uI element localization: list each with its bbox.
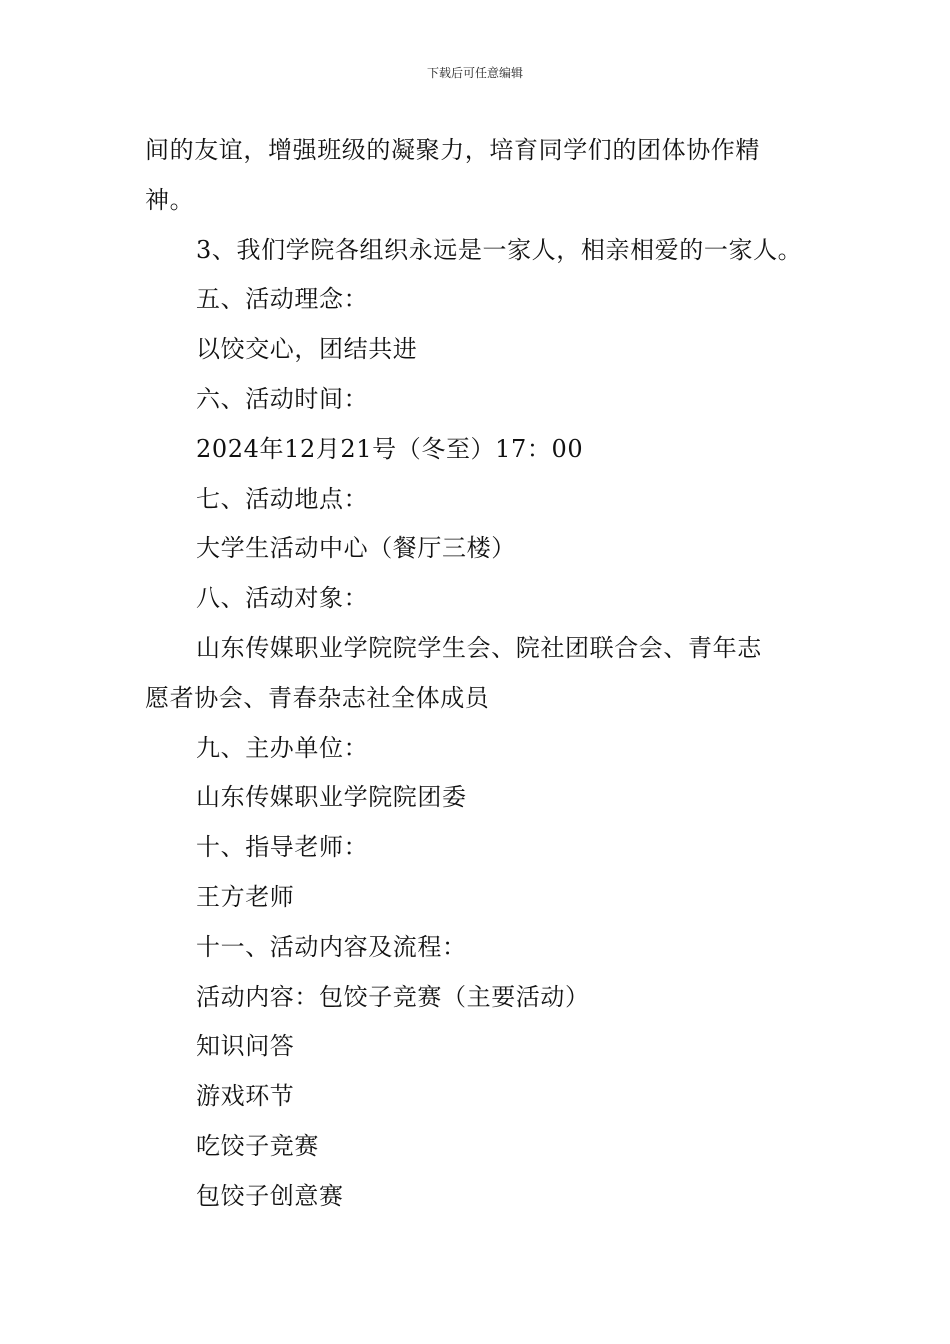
list-item: 知识问答	[196, 1032, 295, 1061]
paragraph-line: 2024年12月21号（冬至）17：00	[196, 434, 584, 463]
section-heading-location: 七、活动地点：	[196, 484, 369, 513]
paragraph-line: 间的友谊，增强班级的凝聚力，培育同学们的团体协作精	[145, 136, 760, 164]
paragraph-line: 王方老师	[196, 882, 295, 911]
section-heading-organizer: 九、主办单位：	[196, 733, 369, 762]
section-heading-concept: 五、活动理念：	[196, 285, 369, 314]
paragraph-line: 3、我们学院各组织永远是一家人，相亲相爱的一家人。	[196, 235, 803, 264]
paragraph-line: 大学生活动中心（餐厅三楼）	[196, 534, 516, 563]
section-heading-advisor: 十、指导老师：	[196, 833, 369, 862]
paragraph-line: 愿者协会、青春杂志社全体成员	[145, 683, 490, 712]
document-body	[145, 126, 813, 1222]
section-heading-content: 十一、活动内容及流程：	[196, 932, 467, 961]
list-item: 游戏环节	[196, 1082, 295, 1111]
paragraph-line: 山东传媒职业学院院团委	[196, 783, 467, 812]
section-heading-time: 六、活动时间：	[196, 384, 369, 413]
paragraph-line: 山东传媒职业学院院学生会、院社团联合会、青年志	[196, 633, 762, 662]
page-header-note: 下载后可任意编辑	[426, 66, 523, 80]
list-item: 包饺子创意赛	[196, 1181, 344, 1210]
list-item: 吃饺子竞赛	[196, 1131, 319, 1160]
paragraph-line: 神。	[145, 185, 195, 214]
paragraph-line: 以饺交心，团结共进	[196, 335, 418, 364]
section-heading-audience: 八、活动对象：	[196, 584, 369, 613]
paragraph-line: 活动内容：包饺子竞赛（主要活动）	[196, 982, 590, 1011]
